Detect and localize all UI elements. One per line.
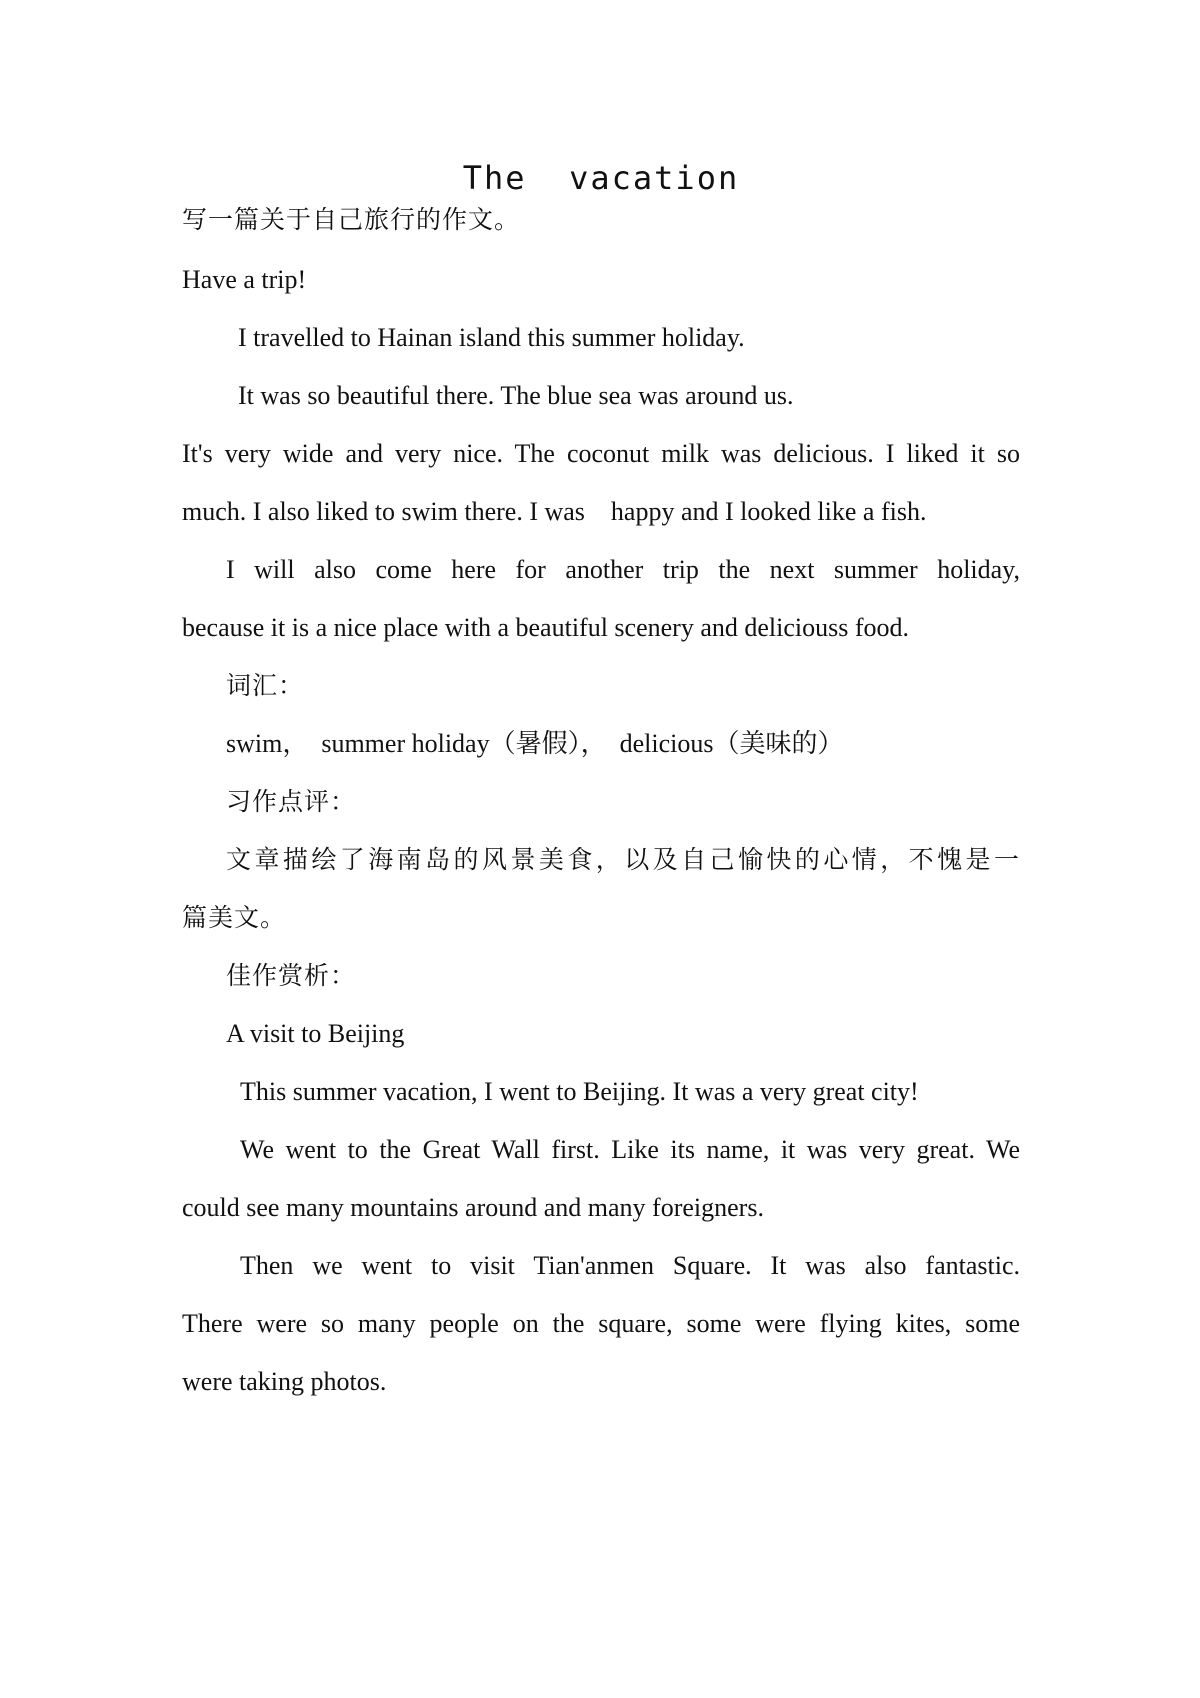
- vocab-items: swim， summer holiday（暑假）， delicious（美味的）: [226, 729, 844, 758]
- document-page: [182, 0, 1020, 1698]
- comment-line: 文章描绘了海南岛的风景美食，以及自己愉快的心情，不愧是一: [226, 845, 1020, 874]
- document-title: The vacation: [462, 159, 740, 197]
- sample-essay-line: were taking photos.: [182, 1367, 387, 1396]
- essay-heading: Have a trip!: [182, 265, 307, 294]
- essay-line: because it is a nice place with a beautiful scenery and deliciouss food.: [182, 613, 910, 642]
- comment-label: 习作点评：: [226, 787, 357, 816]
- essay-line: It's very wide and very nice. The coconut milk was delicious. I liked it so: [182, 439, 1020, 468]
- comment-line: 篇美文。: [182, 903, 287, 932]
- sample-essay-line: could see many mountains around and many foreigners.: [182, 1193, 764, 1222]
- vocab-label: 词汇：: [226, 671, 305, 700]
- sample-essay-line: There were so many people on the square, some were flying kites, some: [182, 1309, 1020, 1338]
- writing-prompt: 写一篇关于自己旅行的作文。: [182, 205, 521, 234]
- sample-essay-line: This summer vacation, I went to Beijing. It was a very great city!: [240, 1077, 919, 1106]
- essay-line: I travelled to Hainan island this summer holiday.: [238, 323, 745, 352]
- essay-line: I will also come here for another trip the next summer holiday,: [226, 555, 1020, 584]
- appreciation-label: 佳作赏析：: [226, 961, 357, 990]
- essay-line: much. I also liked to swim there. I was happy and I looked like a fish.: [182, 497, 927, 526]
- sample-essay-heading: A visit to Beijing: [226, 1019, 405, 1048]
- essay-line: It was so beautiful there. The blue sea was around us.: [238, 381, 794, 410]
- sample-essay-line: Then we went to visit Tian'anmen Square. It was also fantastic.: [240, 1251, 1020, 1280]
- sample-essay-line: We went to the Great Wall first. Like its name, it was very great. We: [240, 1135, 1020, 1164]
